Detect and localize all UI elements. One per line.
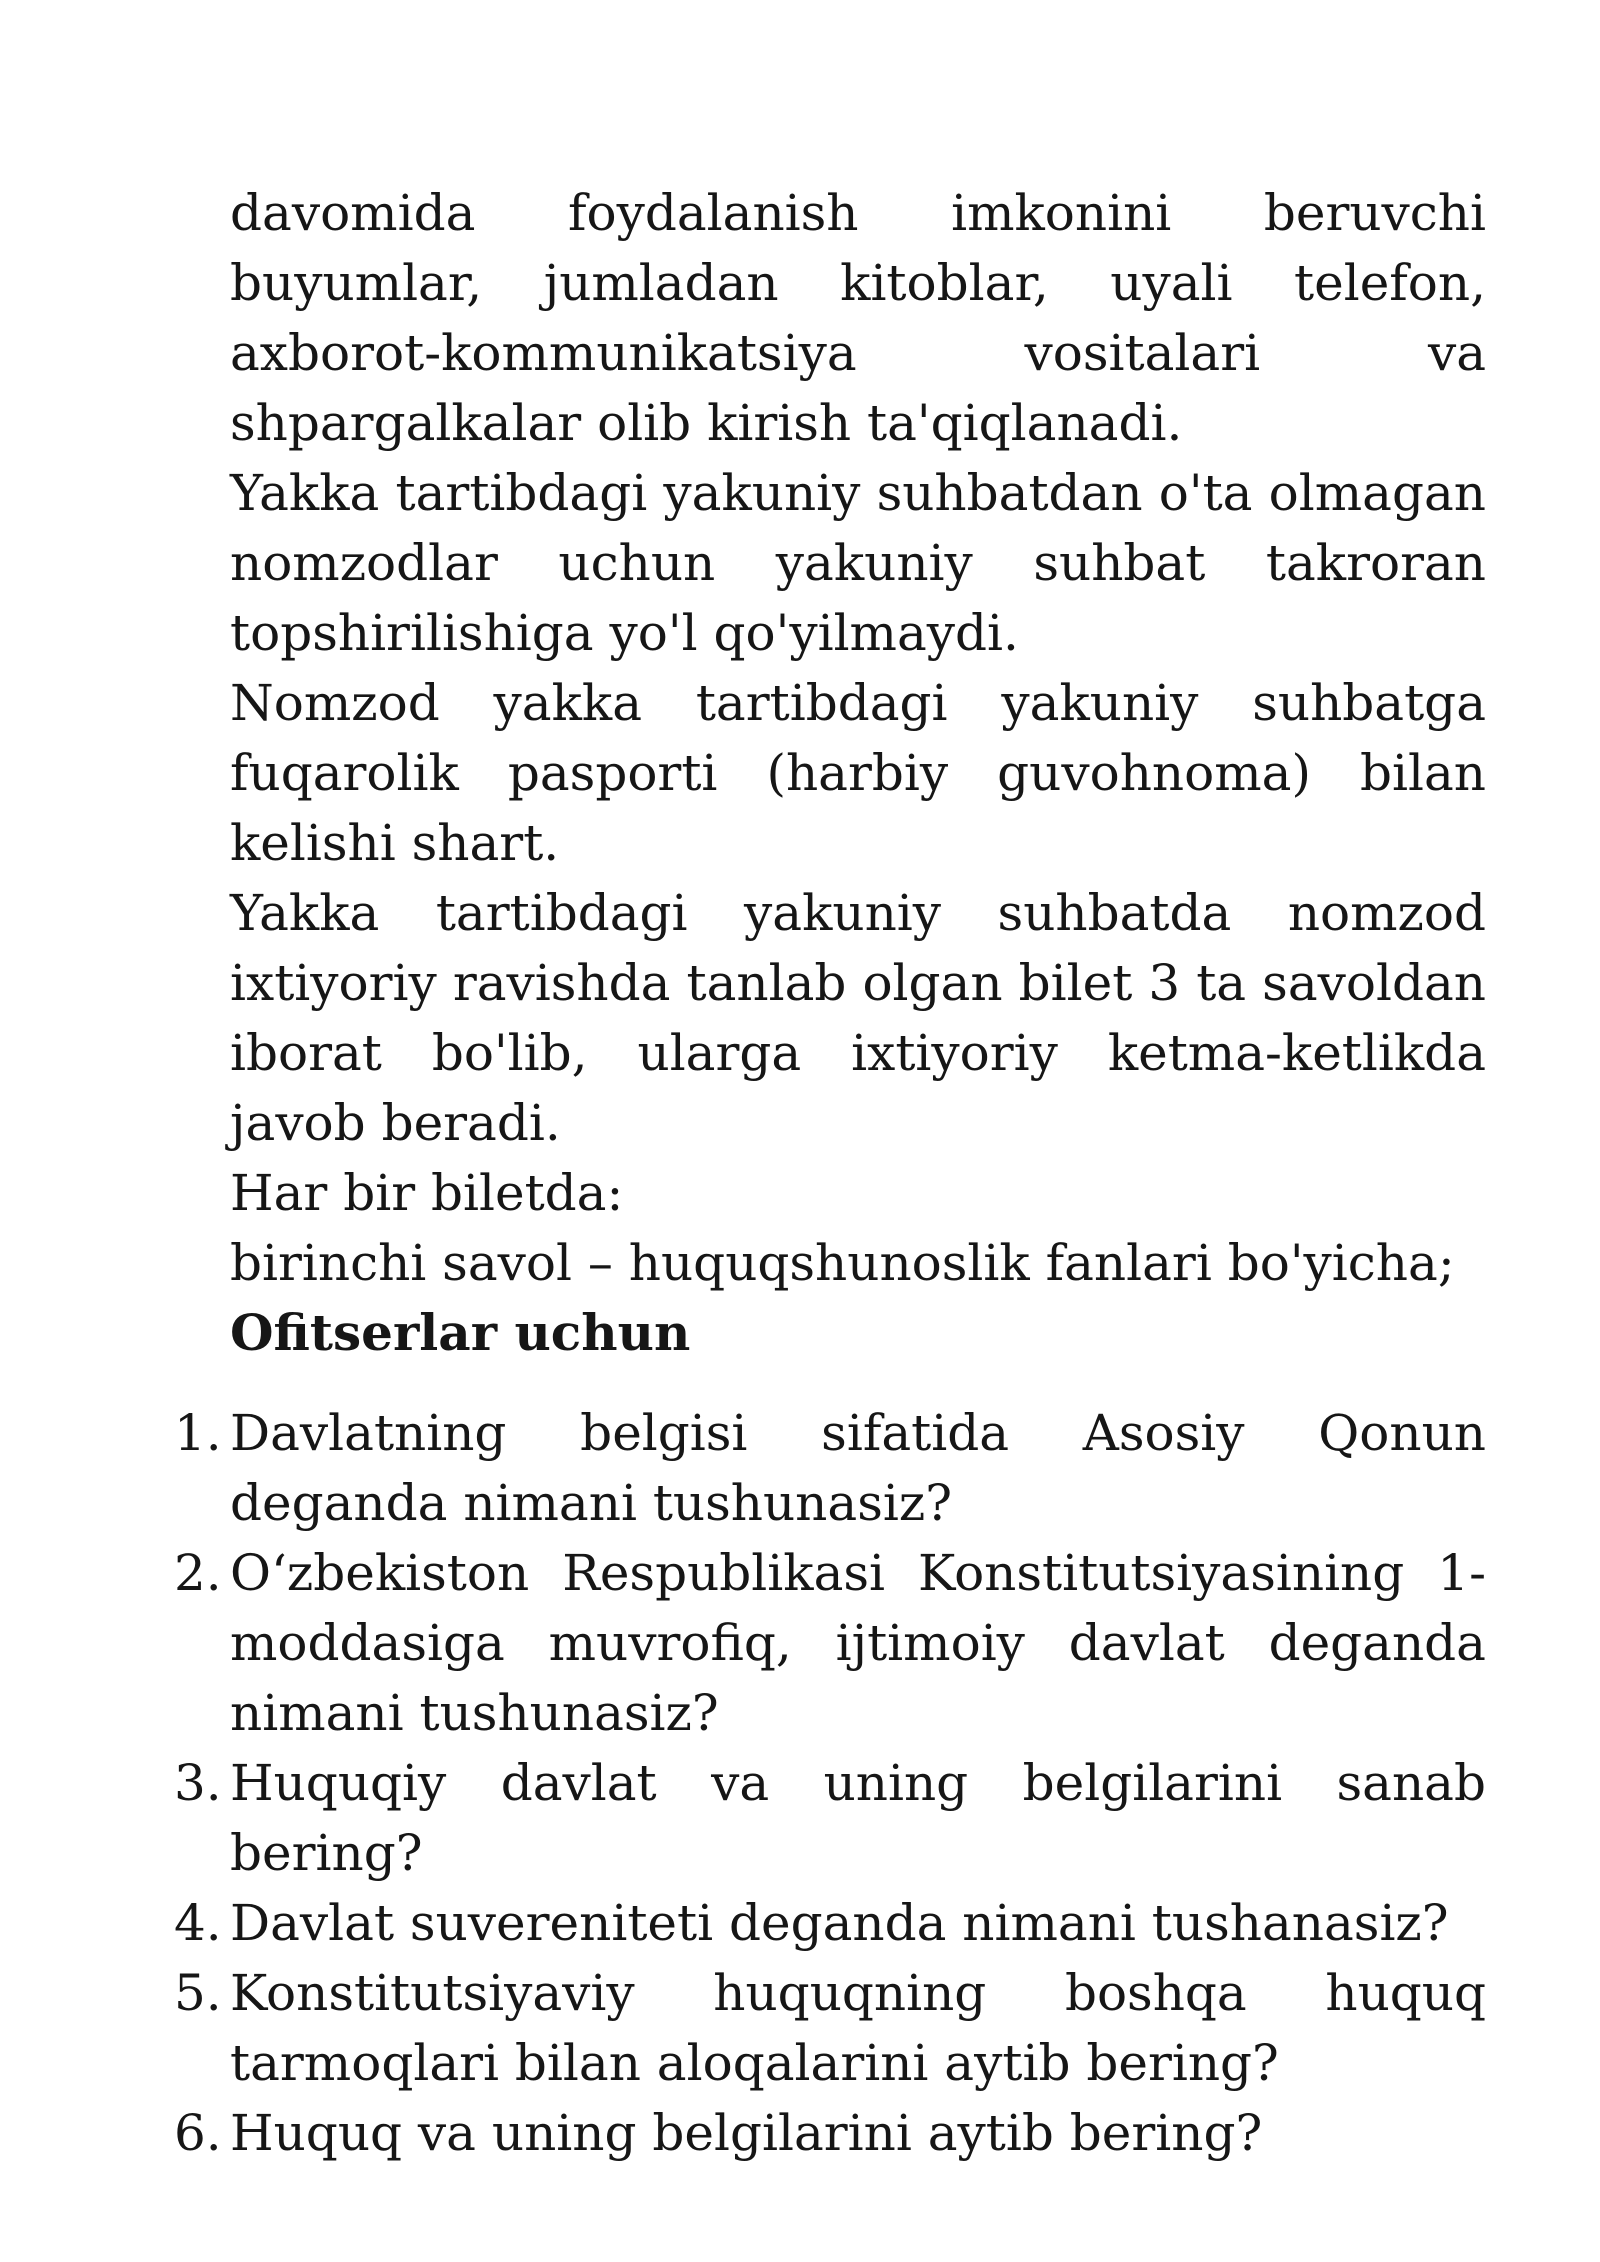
question-text: Davlat suvereniteti deganda nimani tushanasiz? [230, 1894, 1449, 1952]
list-item [174, 1748, 1486, 1888]
paragraph-prohibited-items: davomida foydalanish imkonini beruvchi buyumlar, jumladan kitoblar, uyali telefon, axborot-kommunikatsiya vositalari va shpargalkalar olib kirish ta'qiqlanadi. [230, 184, 1486, 452]
paragraph-passport-required: Nomzod yakka tartibdagi yakuniy suhbatga fuqarolik pasporti (harbiy guvohnoma) bilan kelishi shart. [230, 674, 1486, 872]
question-text: O‘zbekiston Respublikasi Konstitutsiyasining 1-moddasiga muvrofiq, ijtimoiy davlat deganda nimani tushunasiz? [230, 1544, 1486, 1742]
list-item [174, 1398, 1486, 1538]
list-item [174, 1538, 1486, 1748]
question-text: Davlatning belgisi sifatida Asosiy Qonun deganda nimani tushunasiz? [230, 1404, 1486, 1532]
paragraph-ticket-questions: Yakka tartibdagi yakuniy suhbatda nomzod ixtiyoriy ravishda tanlab olgan bilet 3 ta savoldan iborat bo'lib, ularga ixtiyoriy ketma-ketlikda javob beradi. [230, 884, 1486, 1152]
question-number: 5. [174, 1964, 222, 2022]
list-item [174, 1958, 1486, 2098]
list-item [174, 1888, 1486, 1958]
question-number: 1. [174, 1404, 222, 1462]
paragraph-each-ticket: Har bir biletda: [230, 1164, 624, 1222]
question-number: 3. [174, 1754, 222, 1812]
paragraph-no-retake: Yakka tartibdagi yakuniy suhbatdan o'ta olmagan nomzodlar uchun yakuniy suhbat takroran topshirilishiga yo'l qo'yilmaydi. [230, 464, 1486, 662]
question-number: 4. [174, 1894, 222, 1952]
document-body [174, 178, 1486, 2168]
question-number: 6. [174, 2104, 222, 2162]
paragraph-first-question: birinchi savol – huquqshunoslik fanlari bo'yicha; [230, 1234, 1455, 1292]
question-text: Huquq va uning belgilarini aytib bering? [230, 2104, 1263, 2162]
question-text: Konstitutsiyaviy huquqning boshqa huquq tarmoqlari bilan aloqalarini aytib bering? [230, 1964, 1486, 2092]
question-text: Huquqiy davlat va uning belgilarini sanab bering? [230, 1754, 1486, 1882]
question-number: 2. [174, 1544, 222, 1602]
list-item [174, 2098, 1486, 2168]
question-list [174, 1398, 1486, 2168]
section-heading: Ofitserlar uchun [230, 1303, 691, 1362]
